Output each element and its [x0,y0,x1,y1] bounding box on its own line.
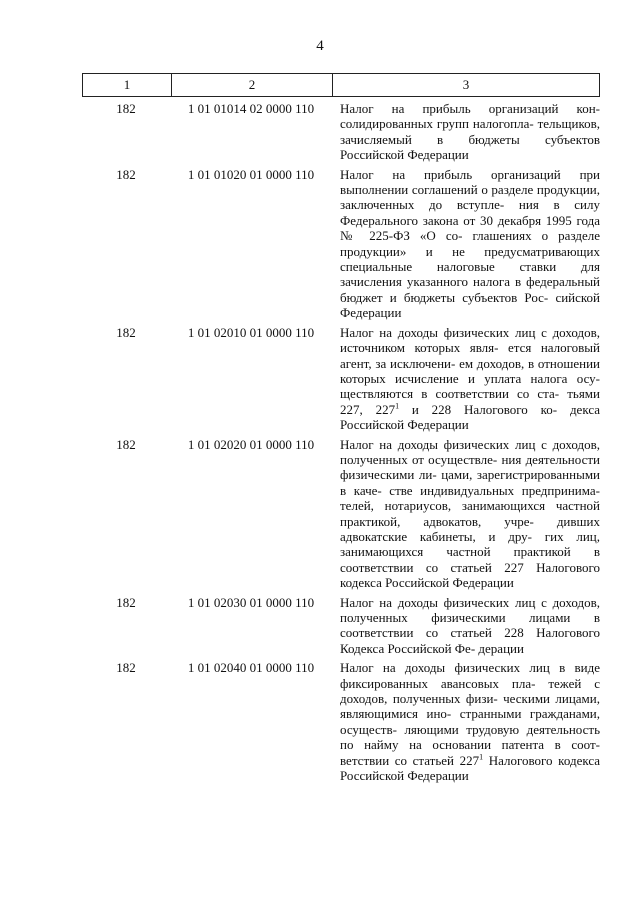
description-line: тежей с доходов, полученных физи- [340,675,601,707]
admin-code-cell: 182 [116,436,136,452]
table-row [82,167,600,321]
description-line: ния в силу Федерального закона от 30 [340,197,600,228]
description-line: субъектов Российской Федерации [340,131,600,163]
budget-classification-code-cell: 1 01 02020 01 0000 110 [187,436,315,452]
revenue-name-cell [338,167,600,321]
article-superscript: 1 [395,401,400,411]
column-header-2: 2 [172,74,333,96]
description-line: 227 Налогового кодекса Российской [340,559,600,591]
description-line: выполнении соглашений о разделе [340,182,534,198]
description-line: ем доходов, в отношении которых [340,355,600,386]
description-line: солидированных групп налогопла- [340,116,534,132]
page-number: 4 [316,38,324,54]
table-row [82,595,600,657]
budget-codes-table [82,73,600,783]
revenue-name-cell [338,101,600,163]
budget-classification-code-cell: 1 01 02010 01 0000 110 [187,324,315,340]
description-line: глашениях о разделе продукции» и не [340,228,600,259]
description-line: практикой в соответствии со статьей [340,544,600,575]
description-line: Налог на доходы физических лиц с [340,324,547,340]
revenue-name-cell [338,660,600,783]
description-line: предусматривающих специальные [340,243,601,275]
description-line: Налогового [483,752,553,768]
description-line: цами, зарегистрированными в каче- [340,467,601,498]
admin-code-cell: 182 [116,594,136,610]
description-line: ческими лицами, являющимися ино- [340,691,600,722]
description-line: ществляются в соответствии со ста- [340,386,560,402]
column-header-1: 1 [83,74,172,96]
description-line: Налог на доходы физических лиц с [340,436,547,452]
description-line: стве индивидуальных предпринима- [389,482,600,498]
budget-classification-code-cell: 1 01 02040 01 0000 110 [187,660,315,676]
table-row [82,660,600,783]
description-line: частной практикой, адвокатов, учре- [340,498,600,529]
budget-classification-code-cell: 1 01 02030 01 0000 110 [187,594,315,610]
description-line: виде фиксированных авансовых пла- [340,660,601,691]
description-line: сийской Федерации [340,289,601,321]
description-line: доходов, полученных физическими [340,594,600,625]
admin-code-cell: 182 [116,324,136,340]
description-line: дерации [478,640,524,656]
table-row [82,437,600,591]
description-line: странными гражданами, осуществ- [340,706,601,737]
article-superscript: 1 [479,752,484,762]
table-row [82,101,600,163]
description-line: налоговые ставки для зачисления [340,259,600,290]
admin-code-cell: 182 [116,101,136,116]
admin-code-cell: 182 [116,166,136,182]
revenue-name-cell [338,437,600,591]
description-line: Федерации [452,575,514,591]
description-line: дивших адвокатские кабинеты, и дру- [340,513,600,544]
description-line: доходов, источником которых явля- [340,324,600,356]
revenue-name-cell [338,595,600,657]
description-line: Налог на прибыль организаций кон- [340,101,600,116]
description-line: бюджет и бюджеты субъектов Рос- [340,289,549,305]
description-line: декабря 1995 года № 225-ФЗ «О со- [340,212,600,244]
description-line: Налогового Кодекса Российской Фе- [340,625,600,656]
table-header-row [82,73,600,97]
description-line: ется налоговый агент, за исключени- [340,340,600,371]
description-line: найму на основании патента в соот- [364,737,601,753]
table-body [82,101,600,783]
description-line: продукции, заключенных до вступле- [340,182,601,213]
revenue-name-cell [338,325,600,433]
description-line: тьями 227, 227 [340,386,600,417]
description-line: ветствии со статьей 227 [340,752,480,768]
admin-code-cell: 182 [116,660,136,676]
column-header-3: 3 [462,77,470,92]
description-line: Налог на доходы физических лиц с [340,594,547,610]
description-line: декса Российской Федерации [340,401,601,433]
description-line: Налог на прибыль организаций при [340,166,600,182]
description-line: ляющими трудовую деятельность по [340,721,600,753]
description-line: указанного налога в федеральный [406,274,601,290]
description-line: доходов, полученных от осуществле- [340,436,600,467]
description-line: лицами в соответствии со статьей 228 [340,610,601,641]
description-line: Налог на доходы физических лиц в [340,660,566,676]
budget-classification-code-cell: 1 01 01020 01 0000 110 [187,166,315,182]
budget-classification-code-cell: 1 01 01014 02 0000 110 [187,101,315,116]
description-line: тельщиков, зачисляемый в бюджеты [340,116,600,147]
description-line: исчисление и уплата налога осу- [395,370,600,386]
description-line: ния деятельности физическими ли- [340,451,600,483]
description-line: кодекса Российской Федерации [340,752,601,784]
description-line: телей, нотариусов, занимающихся [340,498,546,514]
description-line: и 228 Налогового ко- [399,401,558,417]
description-line: гих лиц, занимающихся частной [340,528,600,560]
table-row [82,325,600,433]
